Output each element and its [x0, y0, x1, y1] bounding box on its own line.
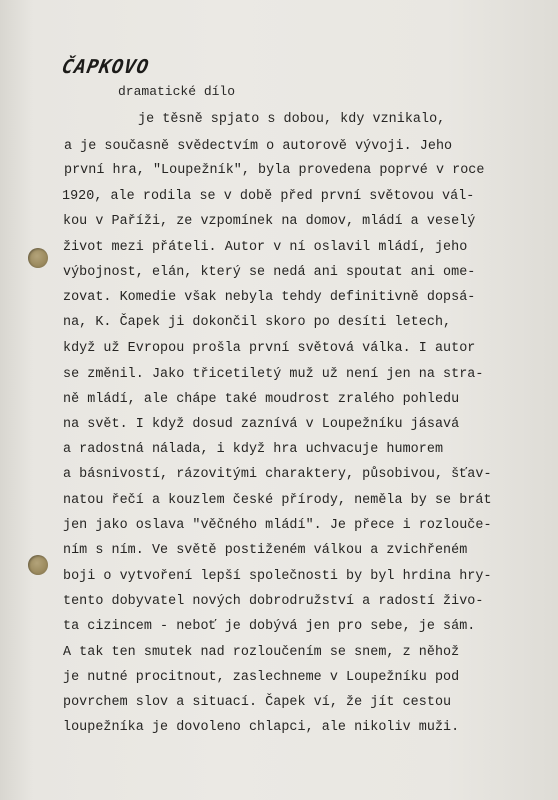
text-line: boji o vytvoření lepší společnosti by byl hrdina hry-	[63, 569, 492, 584]
text-line: a básnivostí, rázovitými charaktery, působivou, šťav-	[63, 467, 492, 482]
text-line: jen jako oslava "věčného mládí". Je přece i rozlouče-	[63, 518, 492, 533]
text-line: kou v Paříži, ze vzpomínek na domov, mládí a veselý	[63, 214, 476, 229]
text-line: loupežníka je dovoleno chlapci, ale nikoliv muži.	[63, 720, 460, 735]
text-line: A tak ten smutek nad rozloučením se snem, z něhož	[63, 645, 460, 660]
text-line: je nutné procitnout, zaslechneme v Loupežníku pod	[63, 670, 460, 685]
document-heading: ČAPKOVO	[60, 56, 152, 78]
text-line: ta cizincem - neboť je dobývá jen pro sebe, je sám.	[63, 619, 476, 634]
text-line: 1920, ale rodila se v době před první světovou vál-	[62, 189, 475, 204]
text-line: je těsně spjato s dobou, kdy vznikalo,	[138, 112, 446, 127]
text-line: tento dobyvatel nových dobrodružství a radostí živo-	[63, 594, 484, 609]
text-line: život mezi přáteli. Autor v ní oslavil mládí, jeho	[63, 240, 468, 255]
text-line: a je současně svědectvím o autorově vývoji. Jeho	[64, 139, 453, 154]
text-line: zovat. Komedie však nebyla tehdy definitivně dopsá-	[63, 290, 476, 305]
document-subheading: dramatické dílo	[118, 84, 236, 99]
text-line: ně mládí, ale chápe také moudrost zralého pohledu	[63, 392, 460, 407]
text-line: se změnil. Jako třicetiletý muž už není jen na stra-	[63, 367, 484, 382]
text-line: výbojnost, elán, který se nedá ani spoutat ani ome-	[63, 265, 476, 280]
text-line: povrchem slov a situací. Čapek ví, že jít cestou	[63, 695, 452, 710]
text-line: ním s ním. Ve světě postiženém válkou a zvichřeném	[63, 543, 468, 558]
text-line: natou řečí a kouzlem české přírody, neměla by se brát	[63, 493, 492, 508]
text-line: na, K. Čapek ji dokončil skoro po desíti letech,	[63, 315, 452, 330]
text-line: na svět. I když dosud zaznívá v Loupežníku jásavá	[63, 417, 460, 432]
text-line: když už Evropou prošla první světová válka. I autor	[63, 341, 476, 356]
text-line: první hra, "Loupežník", byla provedena poprvé v roce	[64, 163, 485, 178]
text-line: a radostná nálada, i když hra uchvacuje humorem	[63, 442, 444, 457]
